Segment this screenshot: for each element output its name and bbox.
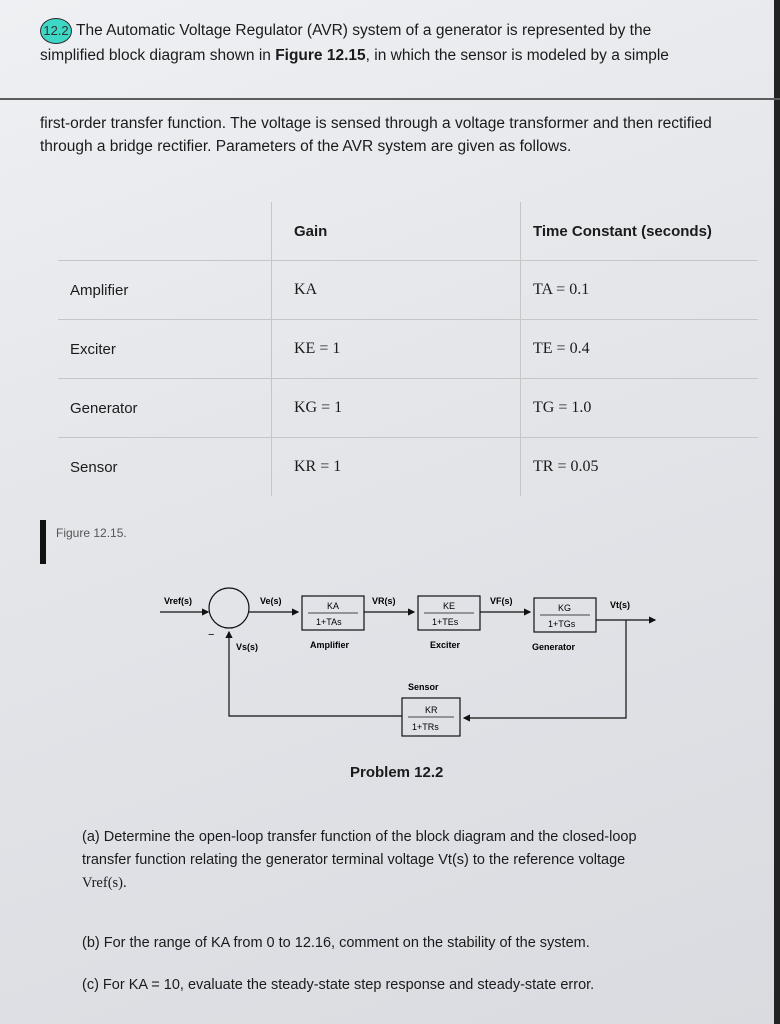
table-row [58, 438, 758, 497]
intro-line-1: The Automatic Voltage Regulator (AVR) system of a generator is represented by the [76, 22, 652, 39]
figure-reference: Figure 12.15 [275, 47, 366, 64]
row-gain: KR = 1 [272, 438, 521, 497]
exciter-numerator: KE [443, 601, 456, 611]
intro-paragraph-2: first-order transfer function. The voltage is sensed through a voltage transformer and then rectified through a bridge rectifier. Parameters of the AVR system are given as follows. [40, 115, 712, 156]
ve-label: Ve(s) [260, 596, 282, 606]
generator-label: Generator [532, 642, 576, 652]
page-divider [0, 98, 780, 100]
vt-label: Vt(s) [610, 600, 630, 610]
intro-line-2c: , in which the sensor is modeled by a simple [365, 47, 669, 64]
intro-paragraph [40, 18, 775, 67]
figure-label-text: Figure 12.15. [56, 526, 127, 540]
page-edge [774, 0, 780, 1024]
question-c: (c) For KA = 10, evaluate the steady-state step response and steady-state error. [82, 977, 595, 993]
row-time-constant: TR = 0.05 [521, 438, 759, 497]
feedback-path-right [464, 620, 626, 718]
generator-numerator: KG [558, 603, 572, 613]
question-b: (b) For the range of KA from 0 to 12.16, comment on the stability of the system. [82, 935, 590, 951]
table-row [58, 320, 758, 379]
problem-title: Problem 12.2 [350, 764, 444, 781]
amplifier-label: Amplifier [310, 640, 350, 650]
exciter-label: Exciter [430, 640, 461, 650]
sensor-denominator: 1+TRs [412, 722, 439, 732]
row-label: Amplifier [58, 261, 272, 320]
table-header-row [58, 202, 758, 261]
table-header-cell [58, 202, 272, 261]
minus-sign: − [208, 629, 215, 641]
row-label: Generator [58, 379, 272, 438]
row-time-constant: TG = 1.0 [521, 379, 759, 438]
problem-number-badge: 12.2 [40, 18, 72, 44]
vs-label: Vs(s) [236, 642, 259, 652]
vref-label: Vref(s) [164, 596, 193, 606]
exciter-denominator: 1+TEs [432, 617, 459, 627]
question-a-line-1: (a) Determine the open-loop transfer function of the block diagram and the closed-loop [82, 829, 637, 845]
table-header-time-constant: Time Constant (seconds) [521, 202, 759, 261]
row-time-constant: TE = 0.4 [521, 320, 759, 379]
amplifier-denominator: 1+TAs [316, 617, 342, 627]
row-gain: KA [272, 261, 521, 320]
block-diagram [150, 582, 670, 742]
table-row [58, 261, 758, 320]
sensor-label: Sensor [408, 682, 439, 692]
summing-junction [209, 588, 249, 628]
sensor-numerator: KR [425, 705, 438, 715]
table-row [58, 379, 758, 438]
question-a-line-2: transfer function relating the generator terminal voltage Vt(s) to the reference voltage [82, 852, 626, 869]
amplifier-numerator: KA [327, 601, 340, 611]
generator-denominator: 1+TGs [548, 619, 576, 629]
row-label: Exciter [58, 320, 272, 379]
row-label: Sensor [58, 438, 272, 497]
vf-label: VF(s) [490, 596, 513, 606]
figure-label [38, 526, 127, 540]
table-header-gain: Gain [272, 202, 521, 261]
row-gain: KG = 1 [272, 379, 521, 438]
intro-line-2a: simplified block diagram shown in [40, 47, 276, 64]
row-time-constant: TA = 0.1 [521, 261, 759, 320]
parameter-table [58, 202, 758, 496]
vr-label: VR(s) [372, 596, 396, 606]
row-gain: KE = 1 [272, 320, 521, 379]
question-a [82, 826, 762, 896]
question-a-line-3: Vref(s). [82, 875, 127, 892]
